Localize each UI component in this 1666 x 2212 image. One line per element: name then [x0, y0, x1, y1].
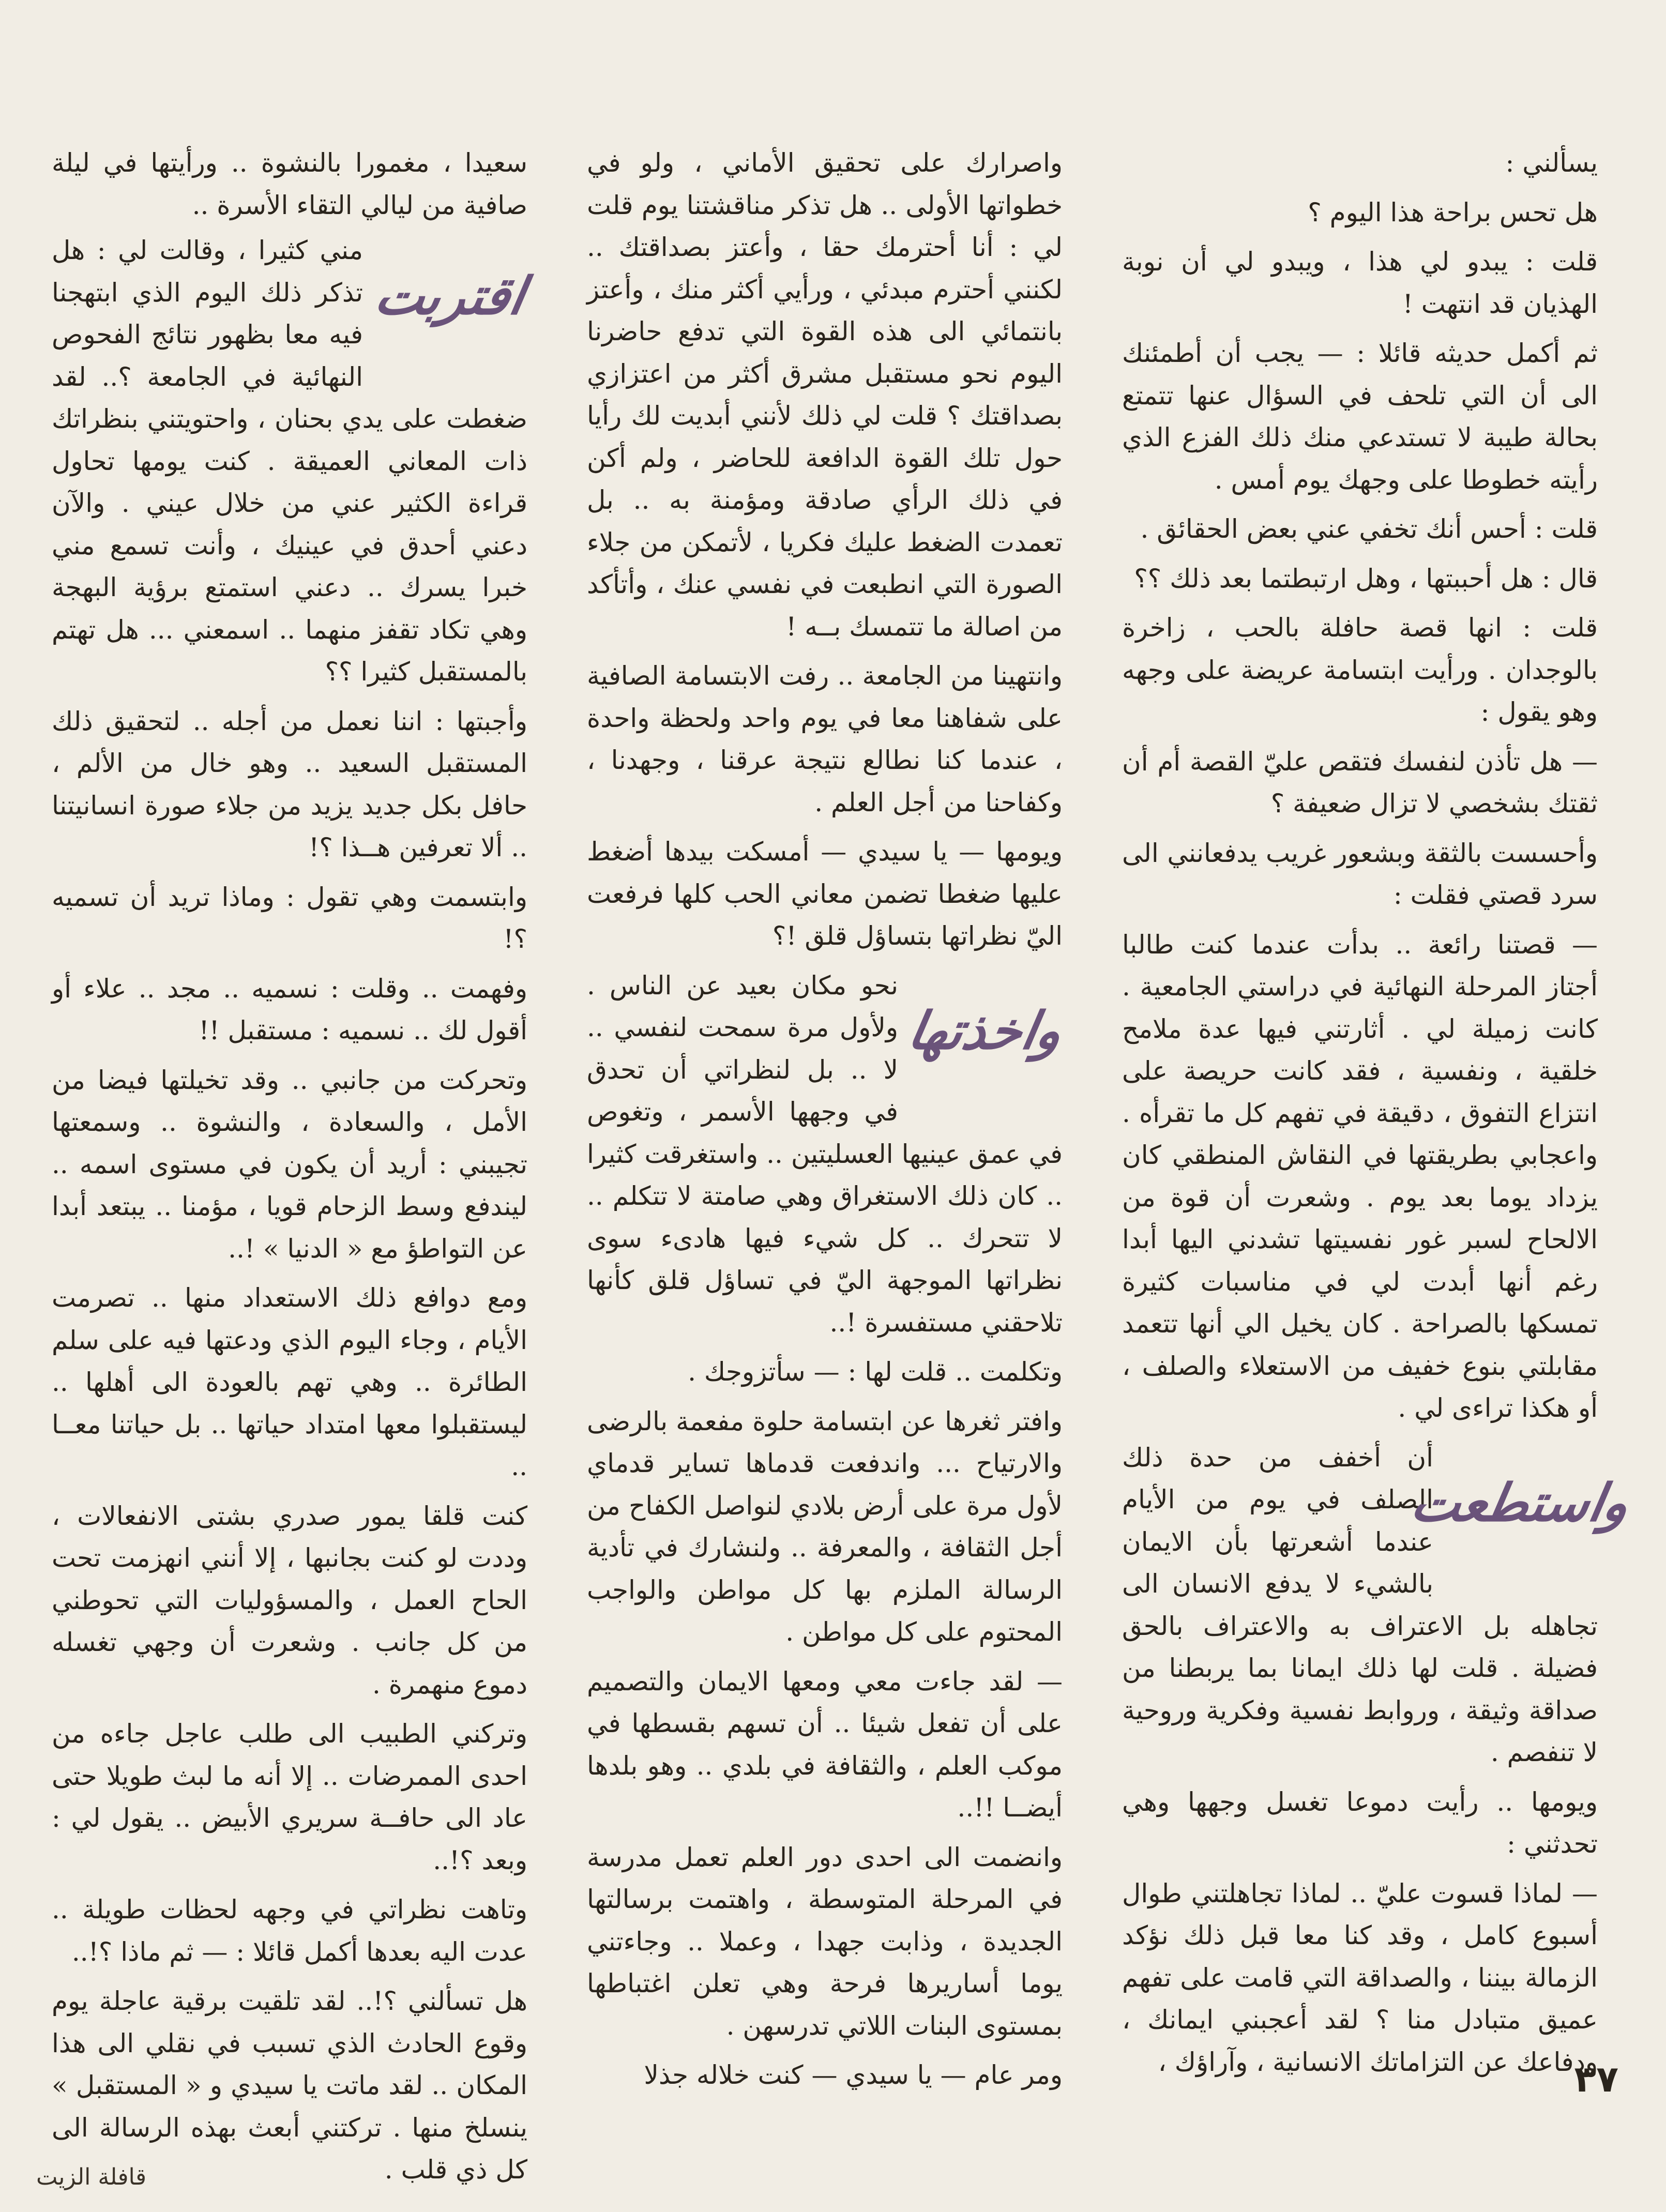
paragraph: سعيدا ، مغمورا بالنشوة .. ورأيتها في ليلة صافية من ليالي التقاء الأسرة .. — [52, 148, 527, 220]
paragraph: ويومها .. رأيت دموعا تغسل وجهها وهي تحدثني : — [1122, 1786, 1598, 1859]
magazine-name: قافلة الزيت — [36, 2164, 146, 2190]
paragraph: أن أخفف من حدة ذلك الصلف في يوم من الأيام عندما أشعرتها بأن الايمان بالشيء لا يدفع الانسان الى تجاهله بل الاعتراف به والاعتراف بالحق فضيلة . قلت لها ذلك ايمانا بما يربطنا من صداقة وثيقة ، وروابط نفسية وفكرية وروحية لا تنفصم . — [1122, 1442, 1598, 1767]
section-heading-text: واخذتها — [903, 1001, 1067, 1062]
paragraph: قلت : انها قصة حافلة بالحب ، زاخرة بالوجدان . ورأيت ابتسامة عريضة على وجهه وهو يقول : — [1122, 613, 1598, 727]
paragraph: ويومها — يا سيدي — أمسكت بيدها أضغط عليها ضغطا تضمن معاني الحب كلها فرفعت اليّ نظراتها بتساؤل قلق !؟ — [587, 837, 1063, 951]
paragraph: وفهمت .. وقلت : نسميه .. مجد .. علاء أو أقول لك .. نسميه : مستقبل !! — [52, 973, 527, 1046]
paragraph: وتركني الطبيب الى طلب عاجل جاءه من احدى الممرضات .. إلا أنه ما لبث طويلا حتى عاد الى حافــة سريري الأبيض .. يقول لي : وبعد ؟!.. — [52, 1719, 527, 1875]
paragraph: ومر عام — يا سيدي — كنت خلاله جذلا — [644, 2060, 1063, 2090]
paragraph: هل تحس براحة هذا اليوم ؟ — [1308, 197, 1598, 228]
paragraph: وتحركت من جانبي .. وقد تخيلتها فيضا من الأمل ، والسعادة ، والنشوة .. وسمعتها تجيبني : أريد أن يكون في مستوى اسمه .. ليندفع وسط الزحام قويا ، مؤمنا .. يبتعد أبدا عن التواطؤ مع « الدنيا » !.. — [52, 1065, 527, 1264]
paragraph: — لقد جاءت معي ومعها الايمان والتصميم على أن تفعل شيئا .. أن تسهم بقسطها في موكب العلم ، والثقافة في بلدي .. وهو بلدها أيضــا !!.. — [587, 1666, 1063, 1823]
section-heading-text: واستطعت — [1406, 1473, 1634, 1534]
paragraph: كنت قلقا يمور صدري بشتى الانفعالات ، وددت لو كنت بجانبها ، إلا أنني انهزمت تحت الحاح العمل ، والمسؤوليات التي تحوطني من كل جانب . وشعرت أن وجهي تغسله دموع منهمرة . — [52, 1501, 527, 1700]
article-column-middle — [587, 142, 1067, 2090]
section-heading-right — [1406, 1440, 1634, 1567]
section-heading-middle — [903, 968, 1067, 1095]
paragraph: نحو مكان بعيد عن الناس . ولأول مرة سمحت لنفسي .. لا .. بل لنظراتي أن تحدق في وجهها الأسمر ، وتغوص في عمق عينيها العسليتين .. واستغرقت كثيرا .. كان ذلك الاستغراق وهي صامتة لا تتكلم .. لا تتحرك .. كل شيء فيها هادىء سوى نظراتها الموجهة اليّ في تساؤل قلق كأنها تلاحقني مستفسرة !.. — [587, 970, 1063, 1338]
paragraph: — لماذا قسوت عليّ .. لماذا تجاهلتني طوال أسبوع كامل ، وقد كنا معا قبل ذلك نؤكد الزمالة بيننا ، والصداقة التي قامت على تفهم عميق متبادل منا ؟ لقد أعجبني ايمانك ، ودفاعك عن التزاماتك الانسانية ، وآراؤك ، — [1122, 1878, 1598, 2077]
paragraph: وأحسست بالثقة وبشعور غريب يدفعانني الى سرد قصتي فقلت : — [1122, 838, 1598, 910]
paragraph: — هل تأذن لنفسك فتقص عليّ القصة أم أن ثقتك بشخصي لا تزال ضعيفة ؟ — [1122, 746, 1598, 819]
paragraph: وتاهت نظراتي في وجهه لحظات طويلة .. عدت اليه بعدها أكمل قائلا : — ثم ماذا ؟!.. — [52, 1895, 527, 1967]
paragraph: ومع دوافع ذلك الاستعداد منها .. تصرمت الأيام ، وجاء اليوم الذي ودعتها فيه على سلم الطائرة .. وهي تهم بالعودة الى أهلها .. ليستقبلوا معها امتداد حياتها .. بل حياتنا معــا .. — [52, 1283, 527, 1481]
paragraph: وانتهينا من الجامعة .. رفت الابتسامة الصافية على شفاهنا معا في يوم واحد ولحظة واحدة ، عندما كنا نطالع نتيجة عرقنا ، وجهدنا ، وكفاحنا من أجل العلم . — [587, 661, 1063, 817]
paragraph: ثم أكمل حديثه قائلا : — يجب أن أطمئنك الى أن التي تلحف في السؤال عنها تتمتع بحالة طيبة لا تستدعي منك ذلك الفزع الذي رأيته خطوطا على وجهك يوم أمس . — [1122, 338, 1598, 495]
paragraph: مني كثيرا ، وقالت لي : هل تذكر ذلك اليوم الذي ابتهجنا فيه معا بظهور نتائج الفحوص النهائية في الجامعة ؟.. لقد ضغطت على يدي بحنان ، واحتويتني بنظراتك ذات المعاني العميقة . كنت يومها تحاول قراءة الكثير عني من خلال عيني . والآن دعني أحدق في عينيك ، وأنت تسمع مني خبرا يسرك .. دعني استمتع برؤية البهجة وهي تكاد تقفز منهما .. اسمعني ... هل تهتم بالمستقبل كثيرا ؟؟ — [52, 235, 527, 687]
paragraph: يسألني : — [1505, 148, 1598, 178]
paragraph: وتكلمت .. قلت لها : — سأتزوجك . — [688, 1357, 1063, 1387]
paragraph: قال : هل أحببتها ، وهل ارتبطتما بعد ذلك ؟؟ — [1134, 563, 1598, 594]
page-number: ٣٧ — [1574, 2058, 1618, 2100]
paragraph: واصرارك على تحقيق الأماني ، ولو في خطواتها الأولى .. هل تذكر مناقشتنا يوم قلت لي : أنا أحترمك حقا ، وأعتز بصداقتك .. لكنني أحترم مبدئي ، ورأيي أكثر منك ، وأعتز بانتمائي الى هذه القوة التي تدفع حاضرنا اليوم نحو مستقبل مشرق أكثر من اعتزازي بصداقتك ؟ قلت لي ذلك لأنني أبديت لك رأيا حول تلك القوة الدافعة للحاضر ، ولم أكن في ذلك الرأي صادقة ومؤمنة به .. بل تعمدت الضغط عليك فكريا ، لأتمكن من جلاء الصورة التي انطبعت في نفسي عنك ، وأتأكد من اصالة ما تتمسك بــه ! — [587, 148, 1063, 642]
paragraph: وانضمت الى احدى دور العلم تعمل مدرسة في المرحلة المتوسطة ، واهتمت برسالتها الجديدة ، وذابت جهدا ، وعملا .. وجاءتني يوما أساريرها فرحة وهي تعلن اغتباطها بمستوى البنات اللاتي تدرسهن . — [587, 1842, 1063, 2041]
section-heading-text: اقتربت — [370, 265, 529, 326]
section-heading-left — [372, 233, 527, 359]
paragraph: وأجبتها : اننا نعمل من أجله .. لتحقيق ذلك المستقبل السعيد .. وهو خال من الألم ، حافل بكل جديد يزيد من جلاء صورة انسانيتنا .. ألا تعرفين هــذا ؟! — [52, 706, 527, 862]
paragraph: قلت : يبدو لي هذا ، ويبدو لي أن نوبة الهذيان قد انتهت ! — [1122, 247, 1598, 319]
paragraph: هل تسألني ؟!.. لقد تلقيت برقية عاجلة يوم وقوع الحادث الذي تسبب في نقلي الى هذا المكان .. لقد ماتت يا سيدي و « المستقبل » ينسلخ منها . تركتني أبعث بهذه الرسالة الى كل ذي قلب . — [52, 1986, 527, 2185]
paragraph: وابتسمت وهي تقول : وماذا تريد أن تسميه ؟! — [52, 882, 527, 954]
article-column-right — [1122, 142, 1634, 2077]
paragraph: — قصتنا رائعة .. بدأت عندما كنت طالبا أجتاز المرحلة النهائية في دراستي الجامعية . كانت زميلة لي . أثارتني فيها عدة ملامح خلقية ، ونفسية ، فقد كانت حريصة على انتزاع التفوق ، دقيقة في تفهم كل ما تقرأه . واعجابي بطريقتها في النقاش المنطقي كان يزداد يوما بعد يوم . وشعرت أن قوة من الالحاح لسبر غور نفسيتها تشدني اليها أبدا رغم أنها أبدت لي في مناسبات كثيرة تمسكها بالصراحة . كان يخيل الي أنها تتعمد مقابلتي بنوع خفيف من الاستعلاء والصلف ، أو هكذا تراءى لي . — [1122, 929, 1598, 1423]
paragraph: وافتر ثغرها عن ابتسامة حلوة مفعمة بالرضى والارتياح ... واندفعت قدماها تساير قدماي لأول مرة على أرض بلادي لنواصل الكفاح من أجل الثقافة ، والمعرفة .. ولنشارك في تأدية الرسالة الملزم بها كل مواطن والواجب المحتوم على كل مواطن . — [587, 1406, 1063, 1647]
paragraph: قلت : أحس أنك تخفي عني بعض الحقائق . — [1140, 514, 1598, 544]
